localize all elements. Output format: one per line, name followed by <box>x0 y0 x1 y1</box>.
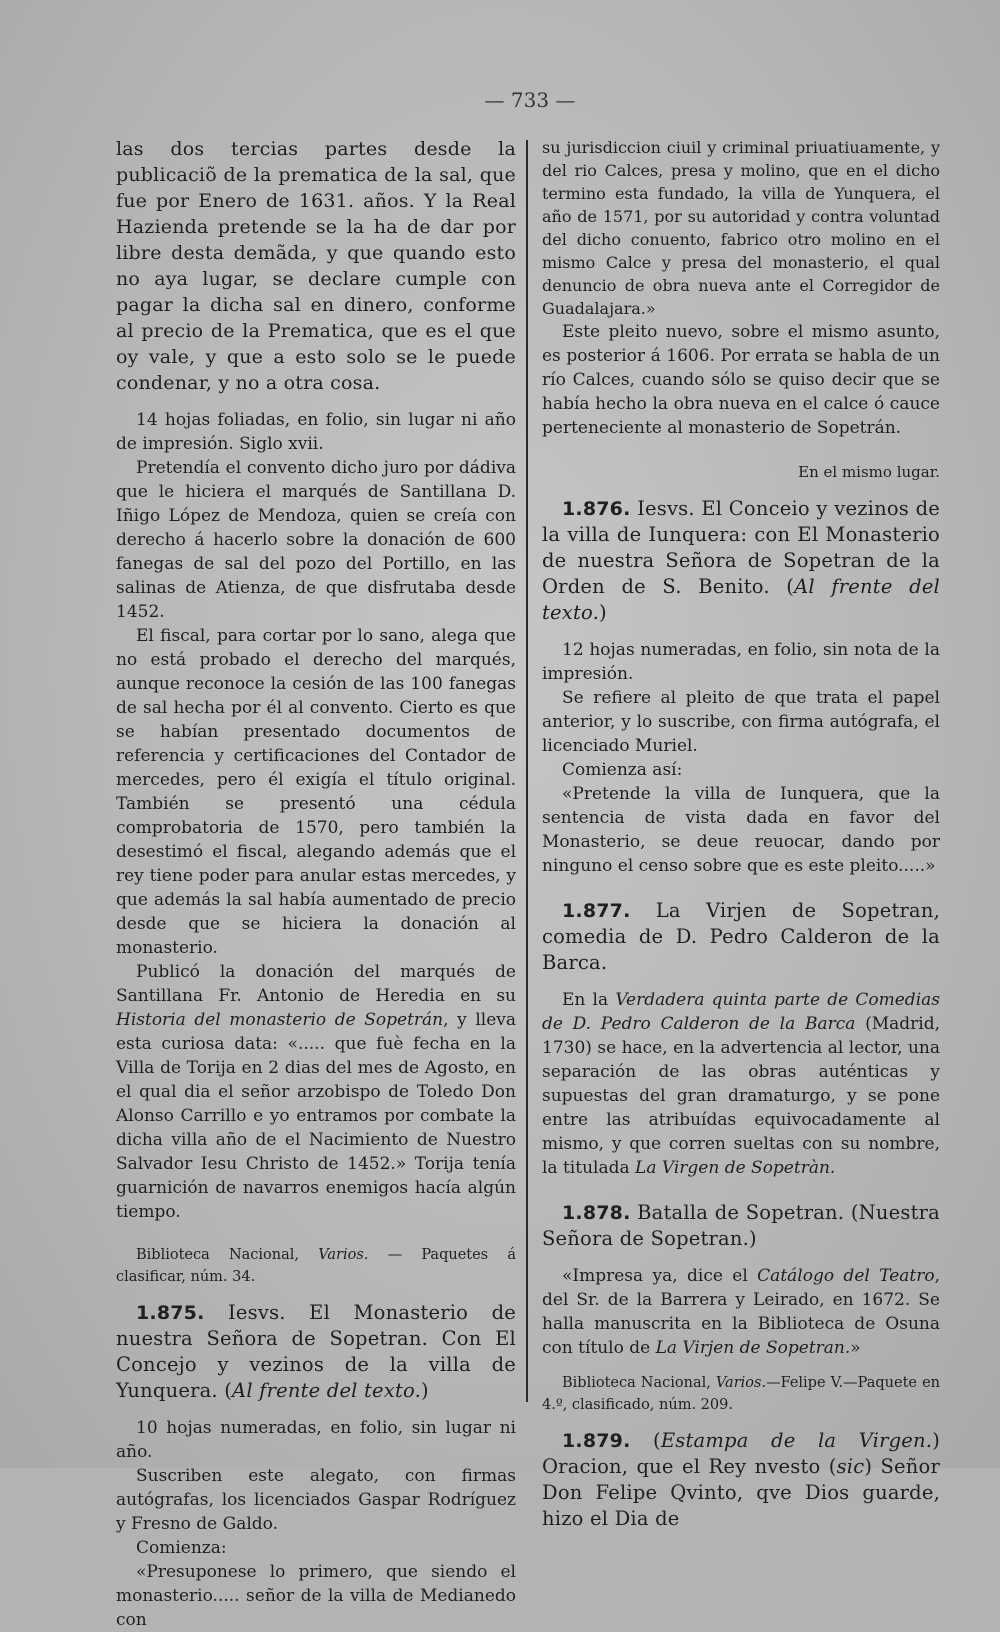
commentary-paragraph: El fiscal, para cortar por lo sano, alega que no está probado el derecho del marqués, aunque reconoce la cesión de las 100 fanegas de sal hecha por él al convento. Cierto es que se habían presentado documentos de referencia y certificaciones del Contador de mercedes, pero él exigía el título original. También se presentó una cédula comprobatoria de 1570, pero también la desestimó el fiscal, alegando además que el rey tiene poder para anular estas mercedes, y que además la sal había aumentado de precio desde que se hiciera la donación al monasterio. <box>116 626 516 958</box>
entry-number: 1.876. <box>562 498 631 520</box>
library-reference: Biblioteca Nacional, Varios.—Felipe V.—Paquete en 4.º, clasificado, núm. 209. <box>542 1375 940 1413</box>
entry-heading-1875: 1.875. Iesvs. El Monasterio de nuestra Señora de Sopetran. Con El Concejo y vezinos de la villa de Yunquera. (Al frente del texto.) <box>116 1301 516 1402</box>
commentary-paragraph: «Impresa ya, dice el Catálogo del Teatro, del Sr. de la Barrera y Leirado, en 1672. Se halla manuscrita en la Biblioteca de Osuna con título de La Virjen de Sopetran.» <box>542 1266 940 1358</box>
commentary-paragraph: Suscriben este alegato, con firmas autógrafas, los licenciados Gaspar Rodríguez y Fresno de Galdo. <box>116 1466 516 1534</box>
book-title: Historia del monasterio de Sopetrán <box>116 1010 444 1030</box>
entry-heading-1878: 1.878. Batalla de Sopetran. (Nuestra Señora de Sopetran.) <box>542 1201 940 1250</box>
right-column <box>542 136 940 1532</box>
physical-description: 12 hojas numeradas, en folio, sin nota de la impresión. <box>542 640 940 684</box>
play-title: La Virjen de Sopetran. <box>655 1338 851 1358</box>
commentary-paragraph: En la Verdadera quinta parte de Comedias de D. Pedro Calderon de la Barca (Madrid, 1730) se hace, en la advertencia al lector, una separación de las obras auténticas y supuestas del gran dramaturgo, y se pone entre las atribuídas equivocadamente al mismo, y que corren sueltas con su nombre, la titulada La Virgen de Sopetràn. <box>542 990 941 1178</box>
continued-paragraph: las dos tercias partes desde la publicaciõ de la prematica de la sal, que fue por Enero de 1631. años. Y la Real Hazienda pretende se la ha de dar por libre desta demãda, y que quando esto no aya lugar, se declare cumple con pagar la dicha sal en dinero, conforme al precio de la Prematica, que es el que oy vale, y que a esto solo se le puede condenar, y no a otra cosa. <box>116 138 516 394</box>
entry-number: 1.879. <box>562 1430 631 1452</box>
entry-number: 1.875. <box>136 1302 205 1324</box>
location-note: En el mismo lugar. <box>798 463 940 481</box>
incipit-label: Comienza así: <box>562 760 683 780</box>
entry-heading-1877: 1.877. La Virjen de Sopetran, comedia de D. Pedro Calderon de la Barca. <box>542 899 940 974</box>
incipit-label: Comienza: <box>136 1538 227 1558</box>
physical-description: 14 hojas foliadas, en folio, sin lugar ni año de impresión. Siglo xvii. <box>116 410 516 454</box>
incipit-quote: «Pretende la villa de Iunquera, que la sentencia de vista dada en favor del Monasterio, se deue reuocar, dando por ninguno el censo sobre que es este pleito.....» <box>542 784 940 876</box>
commentary-paragraph: Este pleito nuevo, sobre el mismo asunto, es posterior á 1606. Por errata se habla de un río Calces, cuando sólo se quiso decir que se había hecho la obra nueva en el calce ó cauce perteneciente al monasterio de Sopetrán. <box>542 322 940 438</box>
entry-heading-1876: 1.876. Iesvs. El Conceio y vezinos de la villa de Iunquera: con El Monasterio de nuestra Señora de Sopetran de la Orden de S. Benito. (Al frente del texto.) <box>542 497 940 624</box>
column-divider <box>526 140 528 1402</box>
catalog-title: Catálogo del Teatro <box>757 1266 935 1286</box>
left-column <box>116 136 516 1632</box>
entry-number: 1.877. <box>562 900 631 922</box>
continued-quote: su jurisdiccion ciuil y criminal priuatiuamente, y del rio Calces, presa y molino, que en el dicho termino esta fundado, la villa de Yunquera, el año de 1571, por su autoridad y contra voluntad del dicho conuento, fabrico otro molino en el mismo Calce y presa del monasterio, el qual denuncio de obra nueva ante el Corregidor de Guadalajara.» <box>542 138 940 318</box>
physical-description: 10 hojas numeradas, en folio, sin lugar ni año. <box>116 1418 516 1462</box>
entry-heading-1879: 1.879. (Estampa de la Virgen.) Oracion, que el Rey nvesto (sic) Señor Don Felipe Qvinto, qve Dios guarde, hizo el Dia de <box>542 1429 940 1530</box>
book-title: Verdadera quinta parte de Comedias de D. Pedro Calderon de la Barca <box>542 990 940 1034</box>
page-number: — 733 — <box>484 88 576 112</box>
library-reference: Biblioteca Nacional, Varios. — Paquetes á clasificar, núm. 34. <box>116 1247 516 1285</box>
commentary-paragraph: Publicó la donación del marqués de Santillana Fr. Antonio de Heredia en su Historia del monasterio de Sopetrán, y lleva esta curiosa data: «..... que fuè fecha en la Villa de Torija en 2 dias del mes de Agosto, en el qual dia el señor arzobispo de Toledo Don Alonso Carrillo e yo entramos por combate la dicha villa año de el Nacimiento de Nuestro Salvador Iesu Christo de 1452.» Torija tenía guarnición de navarros enemigos hacía algún tiempo. <box>116 962 516 1222</box>
incipit-quote: «Presuponese lo primero, que siendo el monasterio..... señor de la villa de Medianedo con <box>116 1562 516 1630</box>
commentary-paragraph: Se refiere al pleito de que trata el papel anterior, y lo suscribe, con firma autógrafa, el licenciado Muriel. <box>542 688 940 756</box>
entry-number: 1.878. <box>562 1202 631 1224</box>
commentary-paragraph: Pretendía el convento dicho juro por dádiva que le hiciera el marqués de Santillana D. Iñigo López de Mendoza, quien se creía con derecho á hacerlo sobre la donación de 600 fanegas de sal del pozo del Portillo, en las salinas de Atienza, de que disfrutaba desde 1452. <box>116 458 516 622</box>
play-title: La Virgen de Sopetràn. <box>635 1158 836 1178</box>
